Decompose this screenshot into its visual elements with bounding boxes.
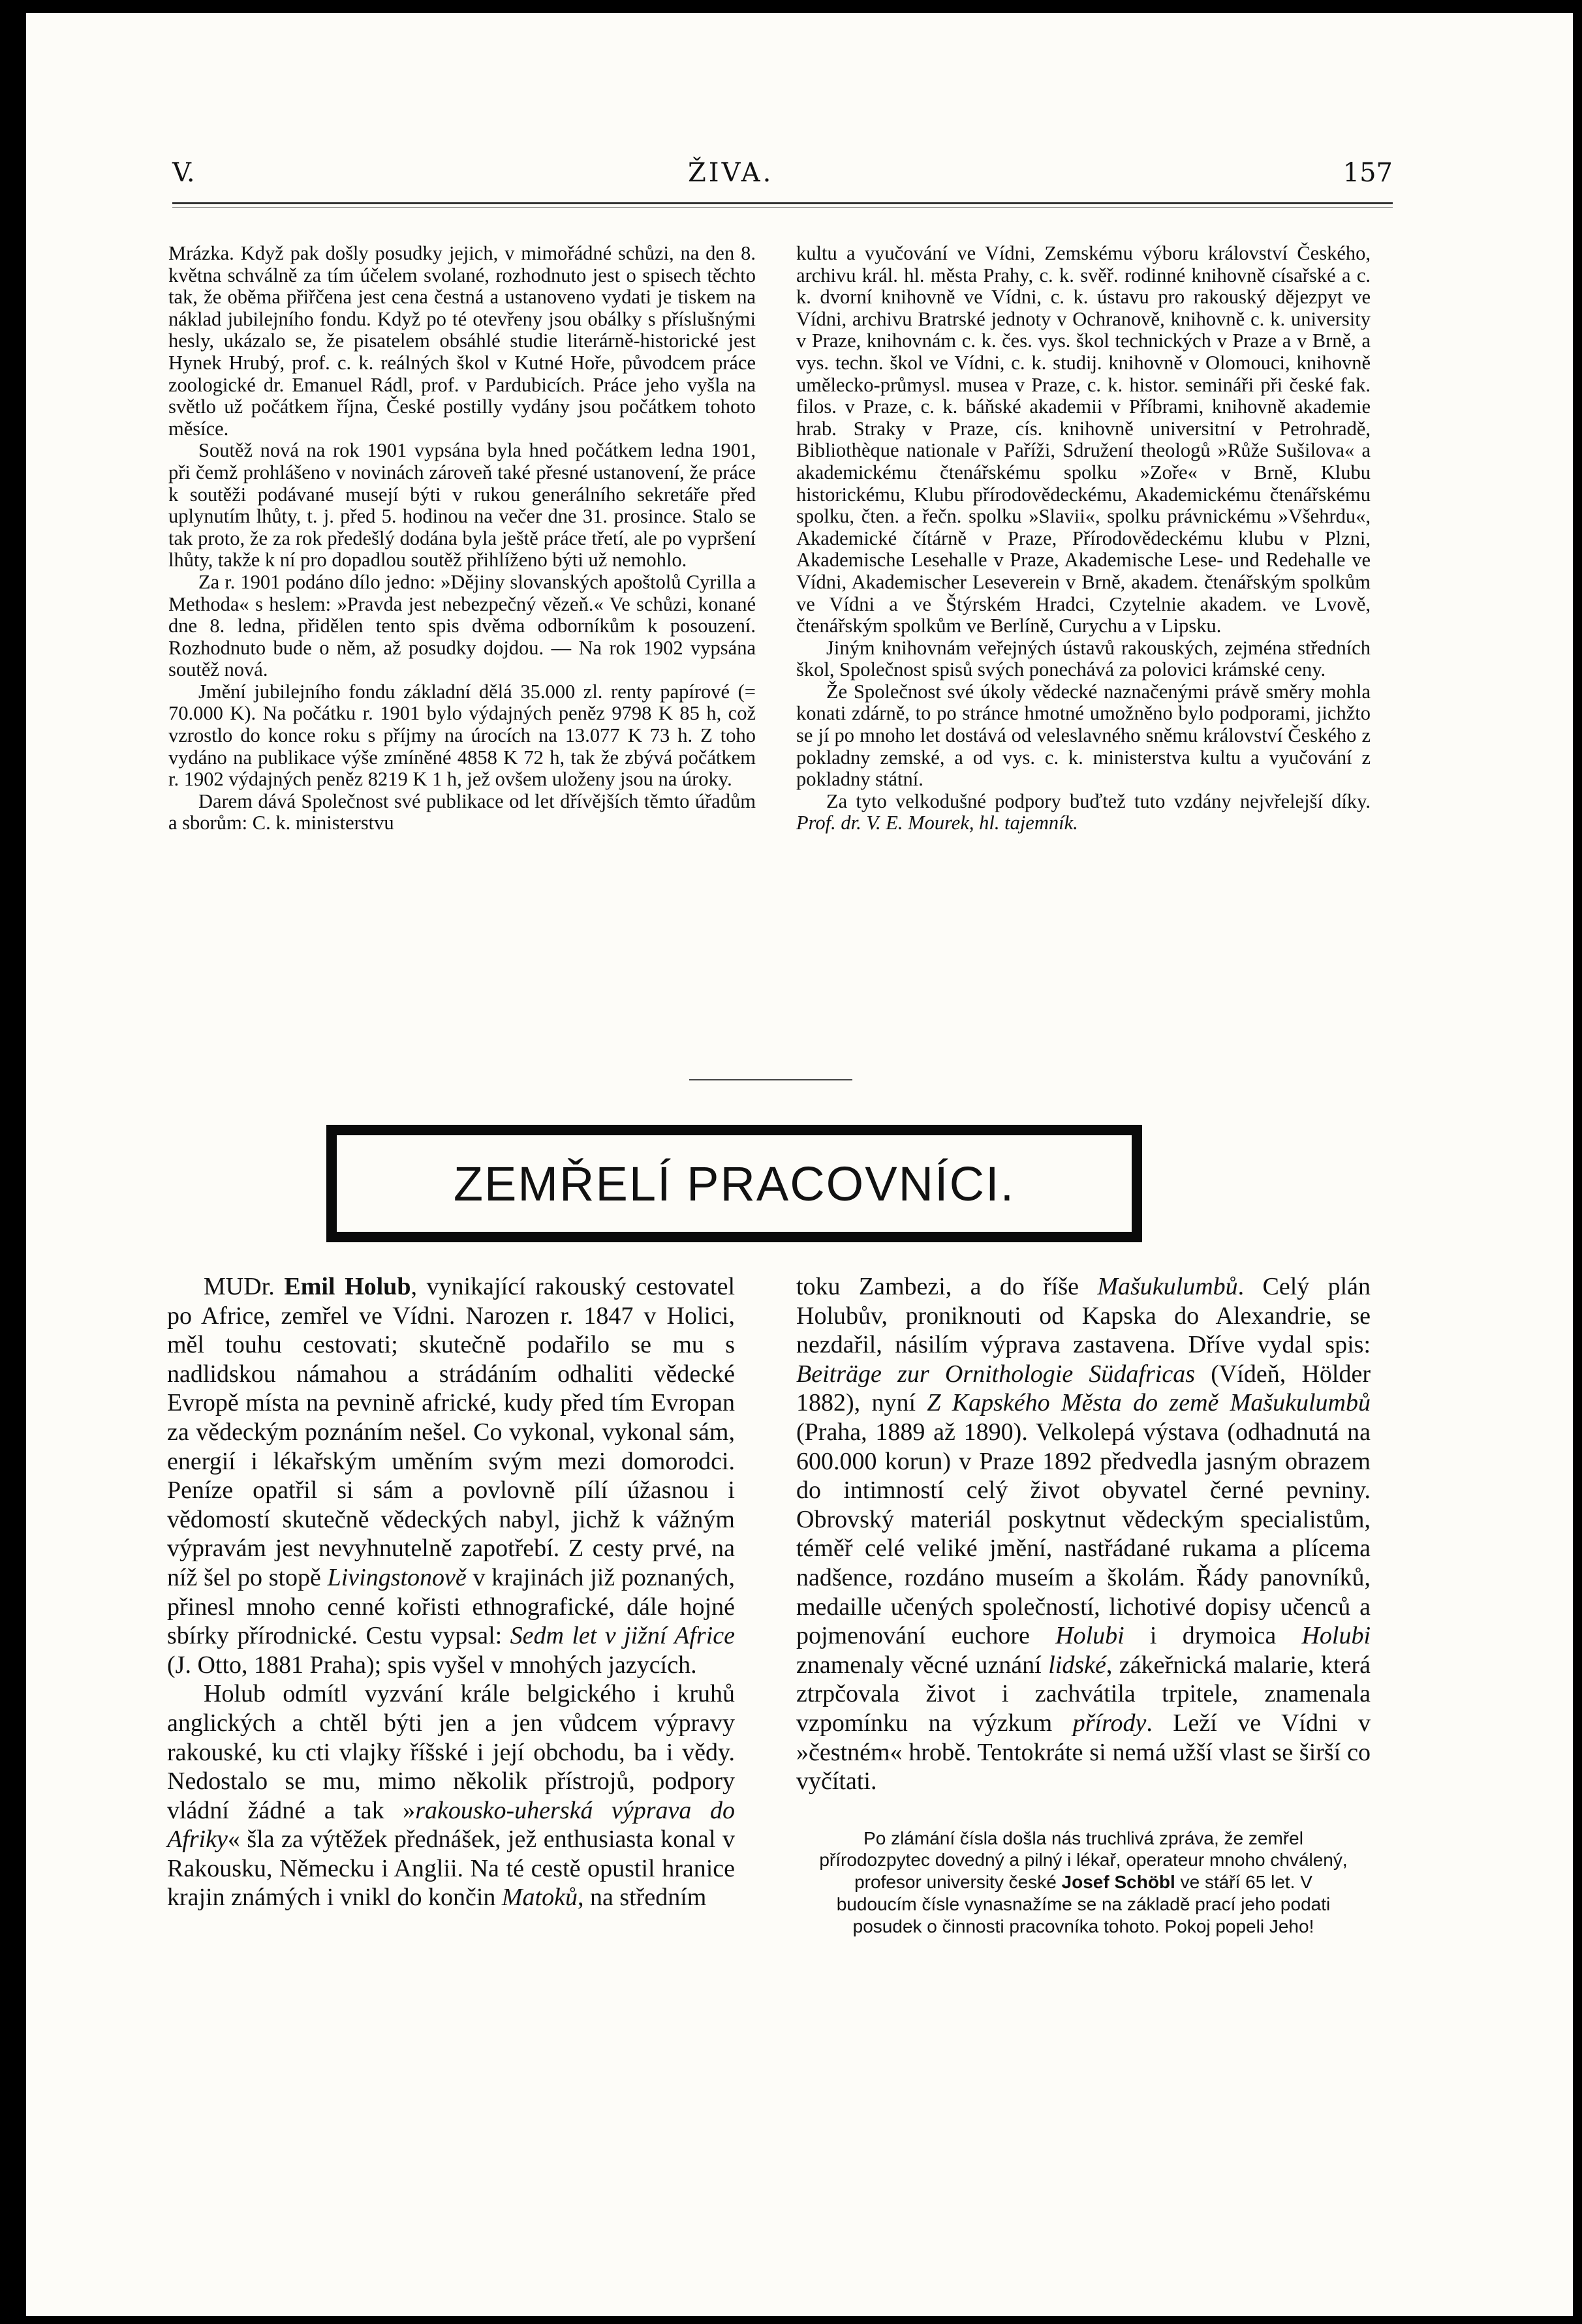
top-left-column (168, 243, 756, 834)
section-title: ZEMŘELÍ PRACOVNÍCI. (453, 1156, 1016, 1211)
italic-text: Holubi (1301, 1622, 1371, 1650)
italic-text: Holubi (1055, 1622, 1124, 1650)
text-run: toku Zambezi, a do říše (796, 1273, 1098, 1300)
header-journal-title: ŽIVA. (688, 158, 774, 188)
italic-text: přírody (1072, 1709, 1147, 1737)
text-run: v krajinách již poznaných, přinesl mnoho cenné kořisti ethnografické, dále hojné sbírky přírodnické. Cestu vypsal: (167, 1563, 735, 1650)
paragraph: Za r. 1901 podáno dílo jedno: »Dějiny slovanských apoštolů Cyrilla a Methoda« s heslem: »Pravda jest nebezpečný vězeň.« Ve schůzi, konané dne 8. ledna, přidělen tento spis dvěma odborníkům k posouzení. Rozhodnuto bude o něm, až posudky dojdou. — Na rok 1902 vypsána soutěž nová. (168, 570, 756, 681)
text-run: , na středním (577, 1884, 707, 1912)
text-run: . Leží ve Vídni v »čestném« hrobě. Tentokráte si nemá užší vlast se širší co vyčítati. (796, 1709, 1371, 1796)
paragraph (796, 1272, 1371, 1796)
signature: Prof. dr. V. E. Mourek, hl. tajemník. (796, 812, 1078, 834)
text-run: (Vídeň, Hölder 1882), nyní (796, 1360, 1371, 1417)
text-run: ve stáří 65 let. V budoucím čísle vynasnažíme se na základě prací jeho podati posudek o činnosti pracovníka tohoto. Pokoj popeli Jeho! (836, 1872, 1331, 1936)
person-name: Josef Schöbl (1061, 1872, 1175, 1893)
text-run: i drymoica (1124, 1622, 1302, 1650)
paragraph: kultu a vyučování ve Vídni, Zemskému výboru království Českého, archivu král. hl. města Prahy, c. k. svěř. rodinné knihovně císařské a c. k. dvorní knihovně ve Vídni, c. k. ústavu pro rakouský dějezpyt ve Vídni, archivu Bratrské jednoty v Ochranově, knihovně c. k. university v Praze, knihovnám c. k. čes. vys. škol technických v Praze a v Brně, a vys. techn. škol ve Vídni, c. k. studij. knihovně v Olomouci, knihovně umělecko-průmysl. musea v Praze, c. k. histor. semináři při české fak. filos. v Praze, c. k. báňské akademii v Příbrami, knihovně akademie hrab. Straky v Praze, cís. knihovně universitní v Petrohradě, Bibliothèque nationale v Paříži, Sdružení theologů »Růže Sušilova« a akademickému čtenářskému spolku »Zoře« v Brně, Klubu historickému, Klubu přírodovědeckému, Akademickému čtenářskému spolku, čten. a řečn. spolku »Slavii«, spolku právnickému »Všehrdu«, Akademické čítárně v Praze, Přírodovědeckému klubu v Plzni, Akademische Lesehalle v Praze, Akademische Lese- und Redehalle ve Vídni, Akademischer Leseverein v Brně, akadem. čtenářským spolkům ve Vídni a ve Štýrském Hradci, Czytelnie akadem. ve Lvově, čtenářským spolkům ve Berlíně, Curychu a v Lipsku. (796, 242, 1371, 637)
paragraph: Mrázka. Když pak došly posudky jejich, v mimořádné schůzi, na den 8. května schválně za tím účelem svolané, rozhodnuto jest o spisech těchto tak, že oběma přiřčena jest cena čestná a ustanoveno vydati je tiskem na náklad jubilejního fondu. Když po té otevřeny jsou obálky s příslušnými hesly, ukázalo se, že pisatelem obsáhlé studie literárně-historické jest Hynek Hrubý, prof. c. k. reálných škol v Kutné Hoře, původcem práce zoologické dr. Emanuel Rádl, prof. v Pardubicích. Práce jeho vyšla na světlo už počátkem října, České postilly vydány jsou počátkem tohoto měsíce. (168, 242, 756, 440)
header-volume: V. (172, 158, 195, 188)
text-run: Holub odmítl vyzvání krále belgického i kruhů anglických a chtěl býti jen a jen vůdcem výpravy rakouské, ku cti vlajky říšské i její obchodu, ba i vědy. Nedostalo se mu, mimo několik přístrojů, podpory vládní žádné a tak » (167, 1680, 735, 1824)
italic-text: lidské (1048, 1651, 1106, 1679)
document-page (26, 13, 1573, 2316)
top-right-column (796, 243, 1371, 834)
paragraph (167, 1272, 735, 1679)
text-run: MUDr. (204, 1273, 285, 1300)
thanks-text: Za tyto velkodušné podpory buďtež tuto vzdány nejvřelejší díky. (826, 789, 1371, 812)
book-title: Z Kapského Města do země Mašukulumbů (927, 1389, 1371, 1417)
book-title: Sedm let v jižní Africe (510, 1622, 736, 1650)
italic-text: Mašukulumbů (1097, 1273, 1238, 1300)
section-banner (326, 1125, 1142, 1242)
obituary-notice (796, 1827, 1371, 1938)
text-run: Po zlámání čísla došla nás truchlivá zpráva, že zemřel přírodozpytec dovedný a pilný i lékař, operateur mnoho chválený, profesor university české (819, 1827, 1348, 1893)
italic-text: rakousko-uherská výprava do Afriky (167, 1796, 735, 1854)
italic-text: Livingstonově (327, 1563, 467, 1591)
header-rule (172, 202, 1393, 208)
text-run: znamenaly věcné uznání (796, 1651, 1049, 1679)
paragraph: Že Společnost své úkoly vědecké naznačenými právě směry mohla konati zdárně, to po stránce hmotné umožněno bylo podporami, jichžto se jí po mnoho let dostává od veleslavného sněmu království Českého z pokladny zemské, a od vys. c. k. ministerstva kultu a vyučování z pokladny státní. (796, 680, 1371, 791)
person-name: Emil Holub (284, 1273, 411, 1300)
book-title: Beiträge zur Ornithologie Südafricas (796, 1360, 1195, 1388)
paragraph: Jiným knihovnám veřejných ústavů rakouských, zejména středních škol, Společnost spisů svých ponechává za polovici krámské ceny. (796, 636, 1371, 681)
section-banner-inner (337, 1135, 1132, 1232)
bottom-left-column (167, 1272, 735, 1912)
text-run: (Praha, 1889 až 1890). Velkolepá výstava (odhadnutá na 600.000 korun) v Praze 1892 předvedla jasným obrazem do intimností celý život obyvatel černé pevniny. Obrovský materiál poskytnut vědeckým specialistům, téměř celé veliké jmění, nastřádané rukama a plícema nadšence, rozdáno museím a školám. Řády panovníků, medaille učených společností, lichotivé dopisy učenců a pojmenování euchore (796, 1418, 1371, 1650)
text-run: (J. Otto, 1881 Praha); spis vyšel v mnohých jazycích. (167, 1651, 697, 1679)
paragraph (167, 1679, 735, 1912)
text-run: « šla za výtěžek přednášek, jež enthusiasta konal v Rakousku, Německu i Anglii. Na té cestě opustil hranice krajin známých i vnikl do končin (167, 1826, 735, 1912)
paragraph: Darem dává Společnost své publikace od let dřívějších těmto úřadům a sborům: C. k. ministerstvu (168, 789, 756, 834)
paragraph: Soutěž nová na rok 1901 vypsána byla hned počátkem ledna 1901, při čemž prohlášeno v novinách zároveň také přesné ustanovení, že práce k soutěži podávané musejí býti v rukou generálního sekretáře před uplynutím lhůty, t. j. před 5. hodinou na večer dne 31. prosince. Stalo se tak proto, že za rok předešlý dodána byla ještě práce třetí, ale po vypršení lhůty, takže k ní pro dopadlou soutěž přihlíženo býti už nemohlo. (168, 439, 756, 572)
text-run: . Celý plán Holubův, proniknouti od Kapska do Alexandrie, se nezdařil, násilím výprava zastavena. Dříve vydal spis: (796, 1273, 1371, 1359)
paragraph (796, 791, 1371, 834)
text-run: , zákeřnická malarie, která ztrpčovala život i zachvátila trpitele, znamenala vzpomínku na výzkum (796, 1651, 1371, 1737)
paragraph: Jmění jubilejního fondu základní dělá 35.000 zl. renty papírové (= 70.000 K). Na počátku r. 1901 bylo výdajných peněz 9798 K 85 h, což vzrostlo do konce roku s příjmy na úrocích na 13.077 K 73 h. Z toho vydáno na publikace výše zmíněné 4858 K 72 h, tak že zbývá počátkem r. 1902 výdajných peněz 8219 K 1 h, jež ovšem uloženy jsou na úroky. (168, 680, 756, 791)
running-header (172, 158, 1393, 197)
bottom-right-column (796, 1272, 1371, 1938)
header-page-number: 157 (1342, 158, 1393, 188)
section-divider (689, 1079, 852, 1080)
italic-text: Matoků (501, 1884, 578, 1912)
text-run: , vynikající rakouský cestovatel po Africe, zemřel ve Vídni. Narozen r. 1847 v Holici, měl touhu cestovati; skutečně podařilo se mu s nadlidskou námahou a strádáním odhaliti vědecké Evropě místa na pevnině africké, kudy před tím Evropan za vědeckým poznáním nešel. Co vykonal, vykonal sám, energií i lékařským uměním svým mezi domorodci. Peníze opatřil si sám a povlovně pílí úžasnou i vědomostí skutečně vědeckých nabyl, jichž k vážným výpravám jest nevyhnutelně zapotřebí. Z cesty prvé, na níž šel po stopě (167, 1273, 736, 1591)
